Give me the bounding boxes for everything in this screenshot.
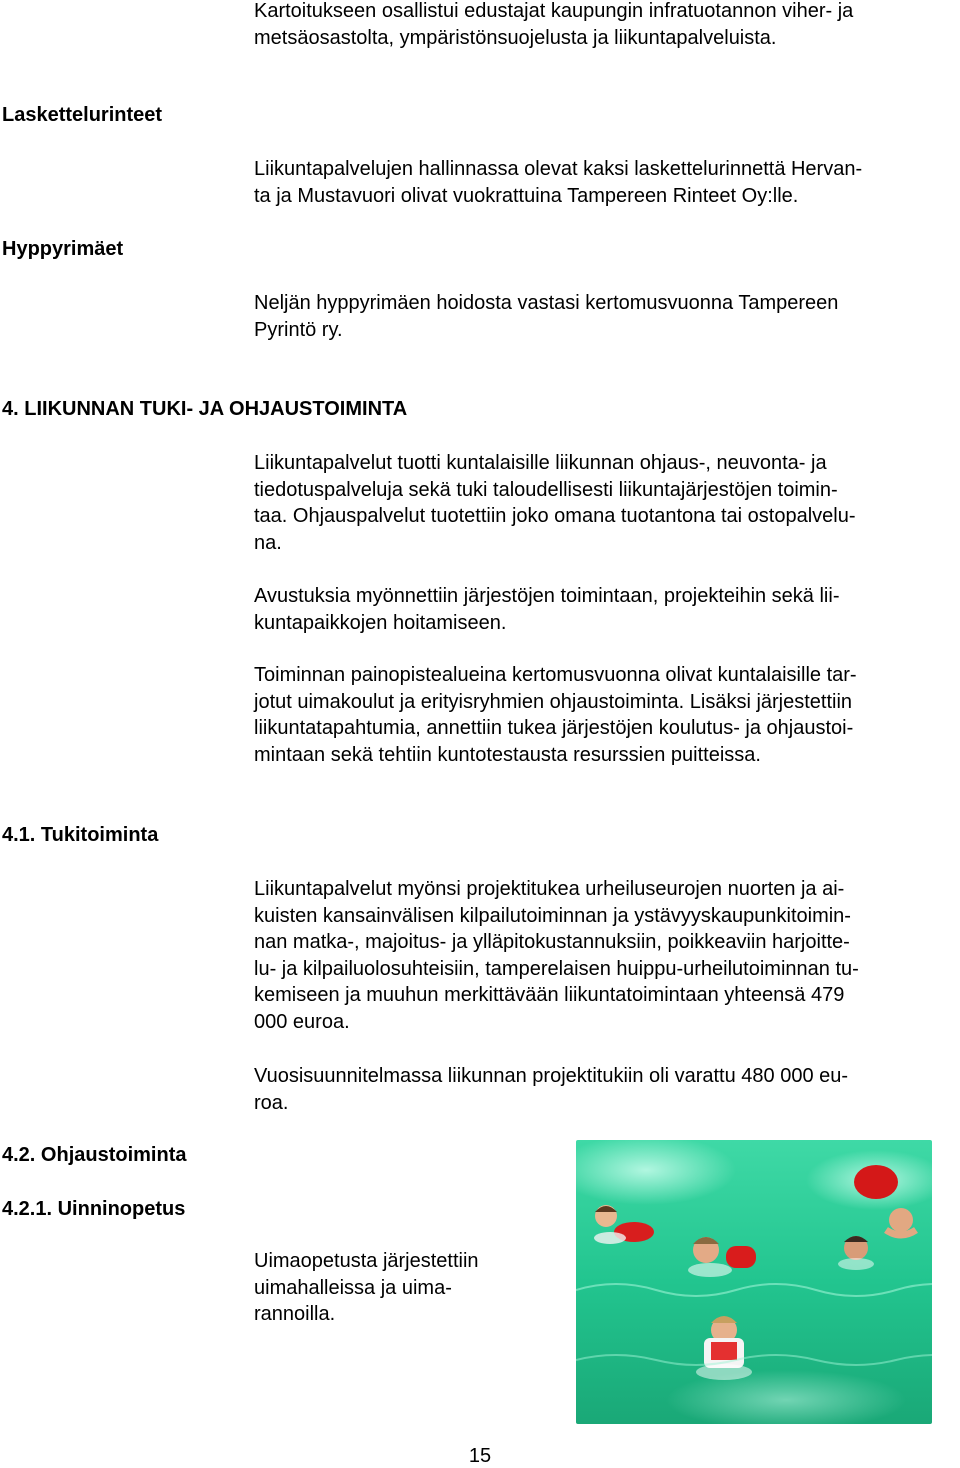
heading-4-2-ohjaustoiminta: 4.2. Ohjaustoiminta (2, 1144, 187, 1166)
swimming-lesson-photo (576, 1140, 932, 1424)
heading-laskettelurinteet: Laskettelurinteet (2, 104, 163, 126)
section-4-paragraph-1: Liikuntapalvelut tuotti kuntalaisille liikunnan ohjaus-, neuvonta- ja tiedotuspalveluja sekä tuki taloudellisesti liikuntajärjestöjen toimin- taa. Ohjauspalvelut tuotettiin joko omana tuotantona tai ostopalvelu- na. (254, 452, 856, 554)
heading-hyppyrimaet: Hyppyrimäet (2, 238, 124, 260)
section-4-paragraph-3: Toiminnan painopistealueina kertomusvuonna olivat kuntalaisille tar- jotut uimakoulut ja erityisryhmien ohjaustoiminta. Lisäksi järjestettiin liikuntatapahtumia, annettiin tukea järjestöjen koulutus- ja ohjaustoi- mintaan sekä tehtiin kuntotestausta resurssien puitteissa. (254, 664, 857, 766)
swimming-pool-illustration (576, 1140, 932, 1424)
intro-paragraph: Kartoitukseen osallistui edustajat kaupungin infratuotannon viher- ja metsäosastolta, ympäristönsuojelusta ja liikuntapalveluista. (254, 0, 854, 49)
laskettelurinteet-paragraph: Liikuntapalvelujen hallinnassa olevat kaksi laskettelurinnettä Hervan- ta ja Mustavuori olivat vuokrattuina Tampereen Rinteet Oy:lle. (254, 158, 863, 207)
hyppyrimaet-paragraph: Neljän hyppyrimäen hoidosta vastasi kertomusvuonna Tampereen Pyrintö ry. (254, 292, 839, 341)
heading-4-2-1-uinninopetus: 4.2.1. Uinninopetus (2, 1198, 186, 1220)
section-4-title: 4. LIIKUNNAN TUKI- JA OHJAUSTOIMINTA (2, 398, 408, 420)
tukitoiminta-paragraph-2: Vuosisuunnitelmassa liikunnan projektitukiin oli varattu 480 000 eu- roa. (254, 1065, 849, 1114)
page-number: 15 (468, 1445, 492, 1467)
section-4-paragraph-2: Avustuksia myönnettiin järjestöjen toimintaan, projekteihin sekä lii- kuntapaikkojen hoitamiseen. (254, 585, 840, 634)
tukitoiminta-paragraph-1: Liikuntapalvelut myönsi projektitukea urheiluseurojen nuorten ja ai- kuisten kansainvälisen kilpailutoiminnan ja ystävyyskaupunkitoimin- nan matka-, majoitus- ja ylläpitokustannuksiin, poikkeaviin harjoitte- lu- ja kilpailuolosuhteisiin, tamperelaisen huippu-urheilutoiminnan tu- kemiseen ja muuhun merkittävään liikuntatoimintaan yhteensä 479 000 euroa. (254, 878, 859, 1033)
uinninopetus-paragraph: Uimaopetusta järjestettiin uimahalleissa ja uima- rannoilla. (254, 1250, 479, 1326)
heading-4-1-tukitoiminta: 4.1. Tukitoiminta (2, 824, 159, 846)
